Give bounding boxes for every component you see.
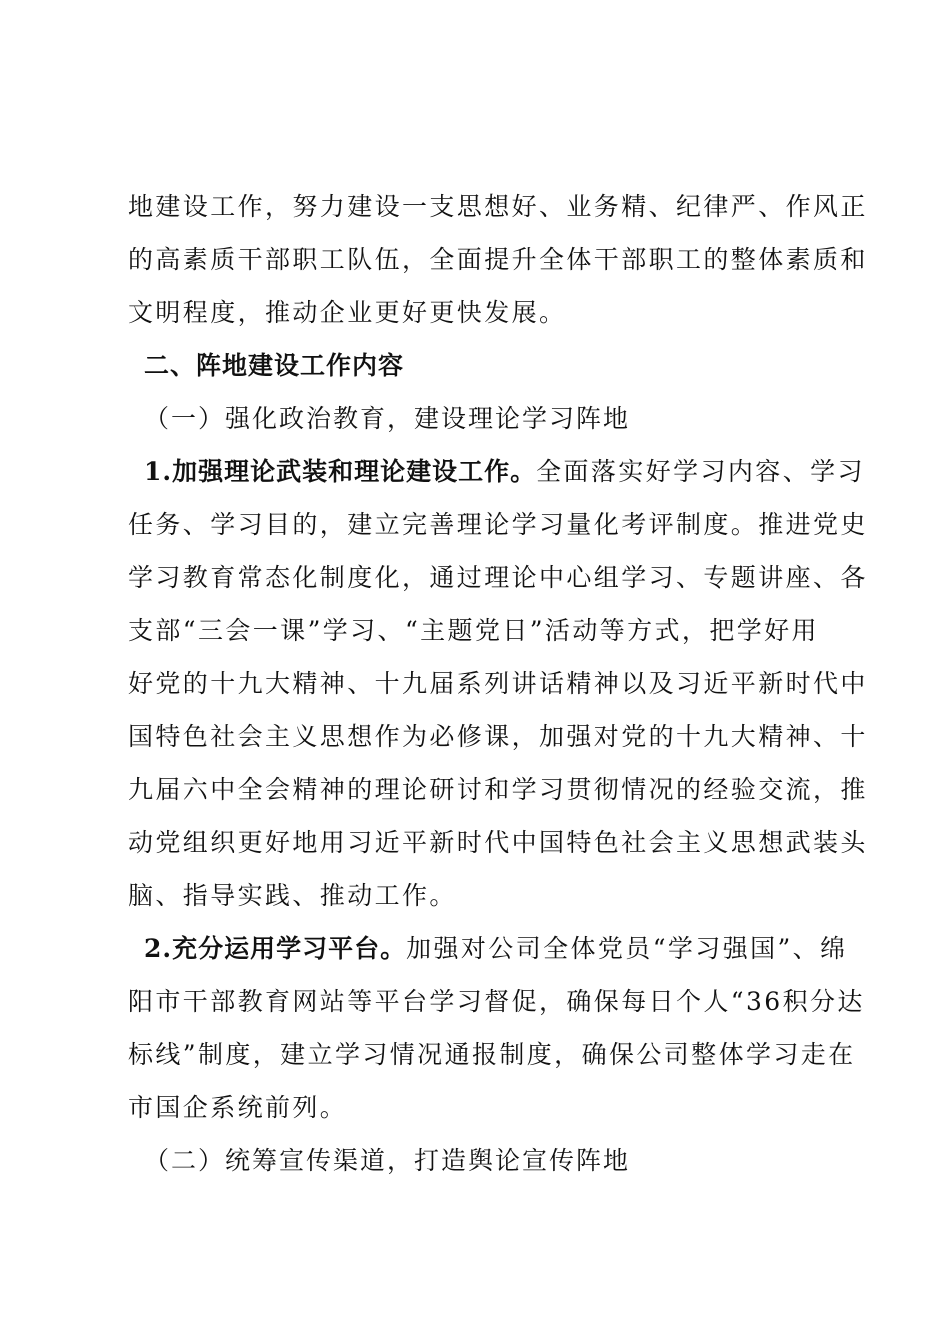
item-1-line-8: 动党组织更好地用习近平新时代中国特色社会主义思想武装头 [128,828,868,857]
item-1-line-4: 支部“三会一课”学习、“主题党日”活动等方式，把学好用 [128,616,819,645]
item-1-line-9: 脑、指导实践、推动工作。 [128,881,457,910]
item-2-lead: 2.充分运用学习平台。 [144,934,407,963]
item-1-lead: 1.加强理论武装和理论建设工作。 [144,457,537,486]
item-2-line-4: 市国企系统前列。 [128,1093,348,1122]
item-2-line-3: 标线”制度，建立学习情况通报制度，确保公司整体学习走在 [128,1040,856,1069]
item-1-line-5: 好党的十九大精神、十九届系列讲话精神以及习近平新时代中 [128,669,868,698]
intro-line-2: 的高素质干部职工队伍，全面提升全体干部职工的整体素质和 [128,245,868,274]
item-1-first-line [128,445,865,498]
item-2-first-line [128,922,848,975]
intro-line-1: 地建设工作，努力建设一支思想好、业务精、纪律严、作风正 [128,192,868,221]
item-1-line-2: 任务、学习目的，建立完善理论学习量化考评制度。推进党史 [128,510,868,539]
subsection-1-heading: （一）强化政治教育，建设理论学习阵地 [144,404,631,433]
item-1-line-6: 国特色社会主义思想作为必修课，加强对党的十九大精神、十 [128,722,868,751]
item-2-line-2: 阳市干部教育网站等平台学习督促，确保每日个人“36积分达 [128,987,865,1016]
item-2-first-rest: 加强对公司全体党员“学习强国”、绵 [406,934,848,963]
subsection-2-heading: （二）统筹宣传渠道，打造舆论宣传阵地 [144,1146,631,1175]
item-1-line-7: 九届六中全会精神的理论研讨和学习贯彻情况的经验交流，推 [128,775,868,804]
intro-line-3: 文明程度，推动企业更好更快发展。 [128,298,567,327]
item-1-line-3: 学习教育常态化制度化，通过理论中心组学习、专题讲座、各 [128,563,868,592]
section-2-heading: 二、阵地建设工作内容 [144,351,405,380]
item-1-first-rest: 全面落实好学习内容、学习 [536,457,865,486]
document-body [128,180,868,1187]
